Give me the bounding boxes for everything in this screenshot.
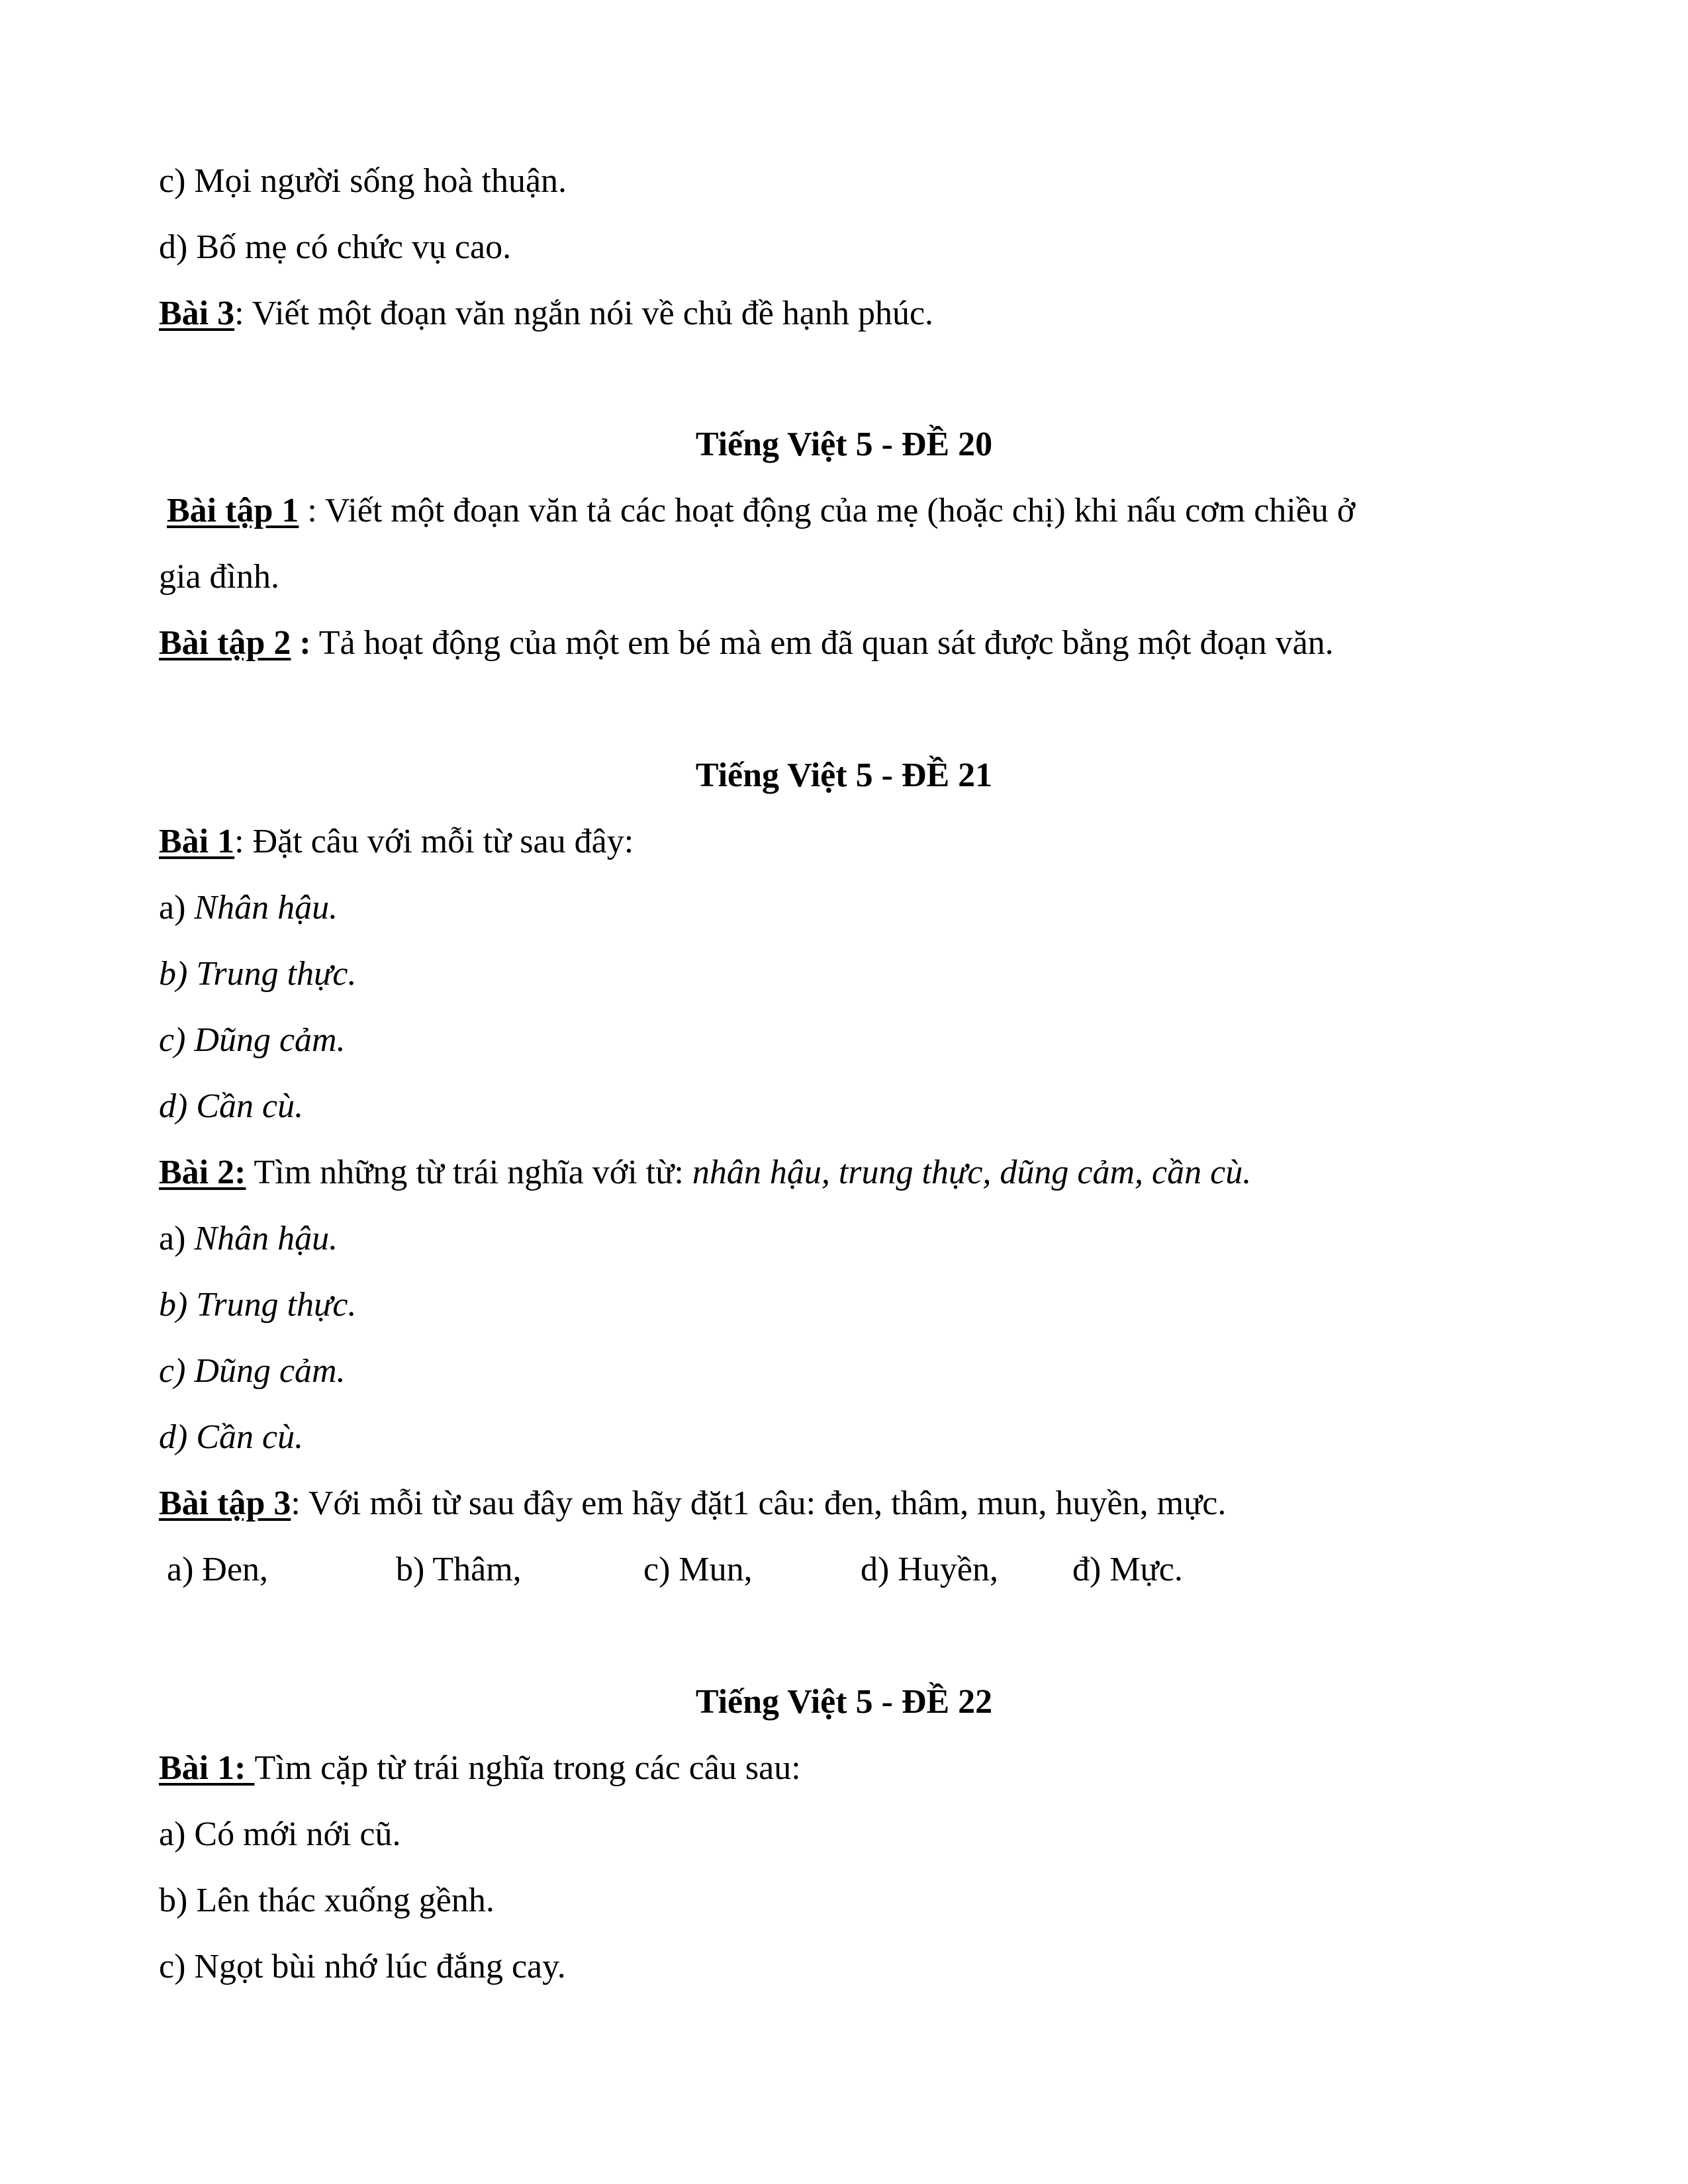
de21-b2-a [159,1218,338,1260]
de22-c: c) Ngọt bùi nhớ lúc đắng cay. [159,1948,566,1985]
de21-b1-line [159,821,633,863]
de20-bt2-text: Tả hoạt động của một em bé mà em đã quan sát được bằng một đoạn văn. [310,624,1334,662]
de21-b1-label: Bài 1 [159,823,235,860]
option-b: b) Thâm, [396,1551,522,1588]
de21-b2-label: Bài 2: [159,1154,246,1191]
option-a: a) Đen, [167,1551,269,1588]
de20-bt1-label: Bài tập 1 [167,492,299,529]
de21-b1-a-prefix: a) [159,889,195,927]
de22-a: a) Có mới nới cũ. [159,1815,401,1853]
de21-b2-d: d) Cần cù. [159,1418,304,1456]
de21-b1-text: : Đặt câu với mỗi từ sau đây: [234,823,634,860]
de22-b1-label: Bài 1: [159,1749,255,1787]
de21-bt3-line [159,1482,1226,1525]
de21-b1-b: b) Trung thực. [159,955,357,993]
bai3-label: Bài 3 [159,295,235,332]
de21-b1-a [159,887,338,929]
bai3-text: : Viết một đoạn văn ngắn nói về chủ đề hạnh phúc. [234,295,934,332]
de21-b2-a-prefix: a) [159,1220,195,1257]
option-d-line: d) Bố mẹ có chức vụ cao. [159,228,512,266]
de20-bt1-line [167,490,1355,532]
de21-bt3-options [0,1549,1688,1591]
de21-heading: Tiếng Việt 5 - ĐỀ 21 [695,756,993,794]
de20-bt2-line [159,622,1334,664]
de20-bt1-text: : Viết một đoạn văn tả các hoạt động của mẹ (hoặc chị) khi nấu cơm chiều ở [299,492,1356,529]
de21-b2-text: Tìm những từ trái nghĩa với từ: [246,1154,692,1191]
de22-b1-line [159,1747,801,1790]
de20-bt2-colon: : [291,624,311,662]
de21-bt3-text: : Với mỗi từ sau đây em hãy đặt1 câu: đen, thâm, mun, huyền, mực. [291,1484,1227,1522]
de21-b2-c: c) Dũng cảm. [159,1352,346,1390]
de22-b: b) Lên thác xuống gềnh. [159,1882,494,1919]
de21-b2-b: b) Trung thực. [159,1286,357,1324]
de21-b2-a-word: Nhân hậu. [194,1220,338,1257]
de21-b1-c: c) Dũng cảm. [159,1021,346,1059]
de20-bt1-continuation: gia đình. [159,558,279,596]
option-c-line: c) Mọi người sống hoà thuận. [159,162,567,200]
option-c: c) Mun, [643,1551,753,1588]
de21-b2-line [159,1152,1251,1194]
bai3-line [159,293,933,335]
de21-b1-a-word: Nhân hậu. [194,889,338,927]
de20-bt2-label: Bài tập 2 [159,624,291,662]
de21-bt3-label: Bài tập 3 [159,1484,291,1522]
de22-b1-text: Tìm cặp từ trái nghĩa trong các câu sau: [254,1749,801,1787]
de21-b1-d: d) Cần cù. [159,1087,304,1125]
de20-heading: Tiếng Việt 5 - ĐỀ 20 [695,426,993,463]
de21-b2-words: nhân hậu, trung thực, dũng cảm, cần cù. [692,1154,1252,1191]
option-dd: đ) Mực. [1072,1551,1183,1588]
option-d: d) Huyền, [861,1551,998,1588]
de22-heading: Tiếng Việt 5 - ĐỀ 22 [695,1683,993,1721]
